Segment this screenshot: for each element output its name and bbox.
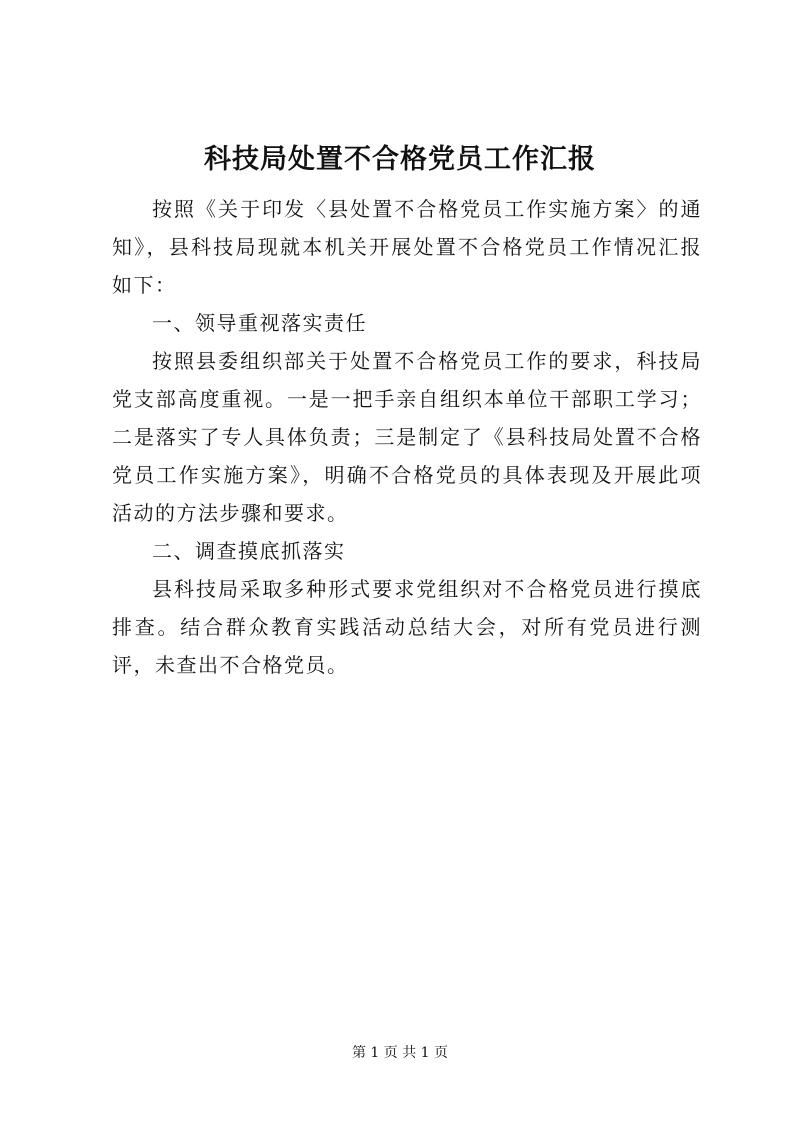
- section-paragraph-2: 县科技局采取多种形式要求党组织对不合格党员进行摸底排查。结合群众教育实践活动总结大会，对所有党员进行测评，未查出不合格党员。: [112, 577, 702, 677]
- document-body: [112, 190, 702, 684]
- document-title: 科技局处置不合格党员工作汇报: [204, 144, 596, 175]
- page-footer: 第 1 页 共 1 页: [351, 1045, 449, 1061]
- intro-paragraph: 按照《关于印发〈县处置不合格党员工作实施方案〉的通知》，县科技局现就本机关开展处置不合格党员工作情况汇报如下：: [112, 197, 702, 297]
- section-heading-1: 一、领导重视落实责任: [152, 311, 367, 335]
- section-paragraph-1: 按照县委组织部关于处置不合格党员工作的要求，科技局党支部高度重视。一是一把手亲自组织本单位干部职工学习；二是落实了专人具体负责；三是制定了《县科技局处置不合格党员工作实施方案》，明确不合格党员的具体表现及开展此项活动的方法步骤和要求。: [112, 349, 702, 525]
- section-heading-2: 二、调查摸底抓落实: [152, 539, 346, 563]
